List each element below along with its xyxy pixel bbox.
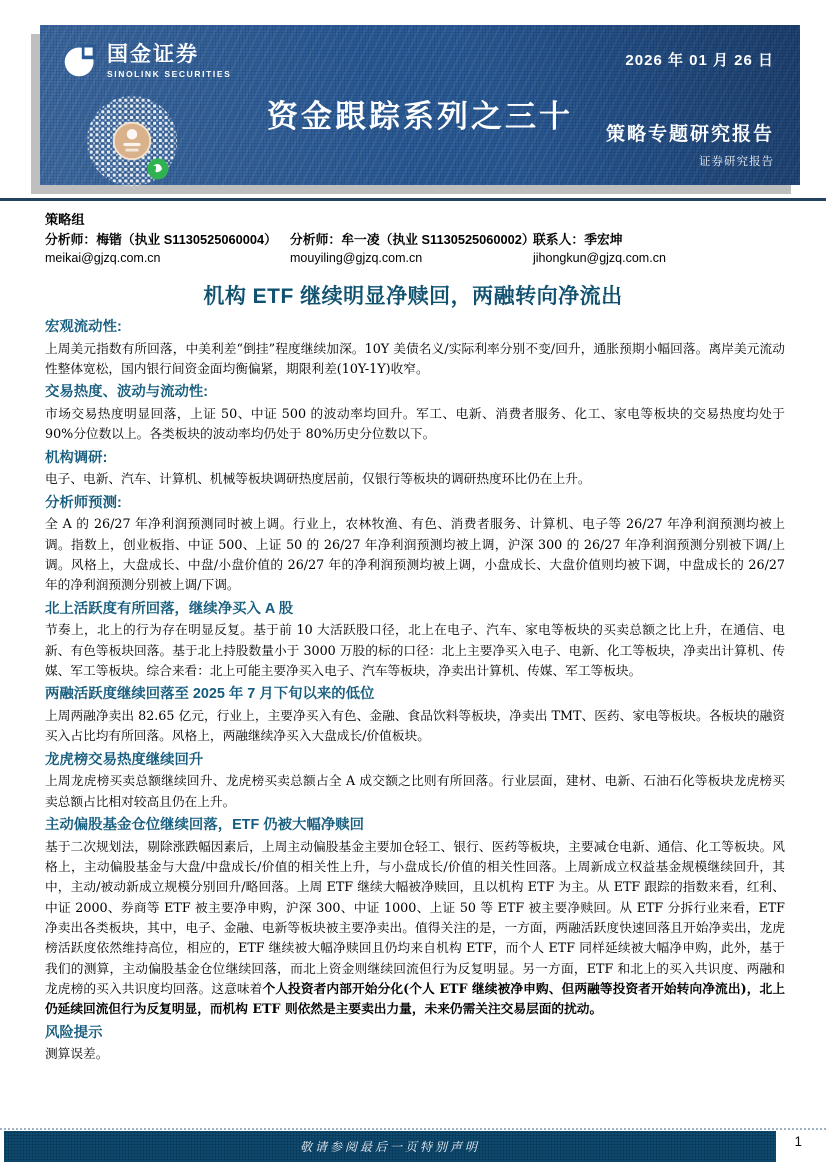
brand-name-cn: 国金证券 — [107, 42, 199, 66]
section-heading: 主动偏股基金仓位继续回落，ETF 仍被大幅净赎回 — [45, 817, 364, 834]
series-title: 资金跟踪系列之三十 — [267, 99, 573, 134]
section-heading: 两融活跃度继续回落至 2025 年 7 月下旬以来的低位 — [45, 686, 375, 703]
page-number: 1 — [794, 1134, 802, 1149]
analyst-1 — [45, 231, 290, 267]
section-heading: 机构调研: — [45, 449, 108, 466]
section-paragraph: 上周两融净卖出 82.65 亿元，行业上，主要净买入有色、金融、食品饮料等板块，净卖出 TMT、医药、家电等板块。各板块的融资买入占比均有所回落。风格上，两融继续净买入大盘成长/价值板块。 — [45, 708, 785, 744]
report-type-block — [606, 119, 774, 169]
footer-divider — [0, 1128, 826, 1130]
section-risk-warning — [45, 1024, 785, 1065]
section-paragraph — [45, 837, 785, 1020]
section-paragraph: 上周龙虎榜买卖总额继续回升、龙虎榜买卖总额占全 A 成交额之比则有所回落。行业层面，建材、电新、石油石化等板块龙虎榜买卖总额占比相对较高且仍在上升。 — [45, 773, 785, 809]
section-heading: 交易热度、波动与流动性: — [45, 384, 209, 401]
contact-email: jihongkun@gjzq.com.cn — [533, 251, 666, 265]
sinolink-logo-icon — [62, 43, 98, 79]
analyst-2 — [290, 231, 533, 267]
section-macro-liquidity — [45, 318, 785, 379]
footer-disclaimer-bar — [4, 1131, 776, 1162]
contact-person — [533, 231, 785, 267]
paragraph-emphasis: 个人投资者内部开始分化(个人 ETF 继续被净申购、但两融等投资者开始转向净流出)，北上仍延续回流但行为反复明显，而机构 ETF 则依然是主要卖出力量，未来仍需关注交易层面的扰动。 — [45, 980, 785, 1017]
section-paragraph: 电子、电新、汽车、计算机、机械等板块调研热度居前，仅银行等板块的调研热度环比仍在上升。 — [45, 471, 591, 487]
section-paragraph: 上周美元指数有所回落，中美利差“倒挂”程度继续加深。10Y 美债名义/实际利率分别不变/回升，通胀预期小幅回落。离岸美元流动性整体宽松，国内银行间资金面均衡偏紧，期限利差(10Y-1Y)收窄。 — [45, 340, 785, 377]
contact-title: 联系人：季宏坤 — [533, 232, 623, 247]
section-institution-survey — [45, 449, 785, 490]
section-heading: 风险提示 — [45, 1024, 103, 1041]
analyst-1-title: 分析师：梅锴（执业 S1130525060004） — [45, 232, 277, 247]
section-heading: 分析师预测: — [45, 494, 122, 511]
section-northbound — [45, 600, 785, 682]
team-group-label: 策略组 — [45, 212, 85, 227]
report-date: 2026 年 01 月 26 日 — [625, 52, 774, 69]
section-trading-heat — [45, 383, 785, 444]
section-analyst-forecast — [45, 494, 785, 596]
report-body — [45, 314, 785, 1065]
analyst-block — [45, 209, 785, 267]
section-paragraph: 测算误差。 — [45, 1046, 109, 1062]
analyst-1-email: meikai@gjzq.com.cn — [45, 251, 161, 265]
section-dragon-tiger — [45, 751, 785, 812]
section-paragraph: 节奏上，北上的行为存在明显反复。基于前 10 大活跃股口径，北上在电子、汽车、家电等板块的买卖总额之比上升，在通信、电新、有色等板块回落。基于北上持股数量小于 3000 万股的标的口径：北上主要净买入电子、电新、化工等板块，净卖出计算机、传媒、军工等板块。综合来看：北上可能主要净买入电子、汽车等板块，净卖出计算机、传媒、军工等板块。 — [45, 622, 785, 679]
section-margin-trading — [45, 685, 785, 746]
report-type: 策略专题研究报告 — [605, 124, 774, 145]
section-heading: 龙虎榜交易热度继续回升 — [45, 751, 204, 768]
paragraph-text: 基于二次规划法，剔除涨跌幅因素后，上周主动偏股基金主要加仓轻工、银行、医药等板块，主要减仓电新、通信、化工等板块。风格上，主动偏股基金与大盘/中盘成长/价值的相关性上升，与小盘成长/价值的相关性回落。上周新成立权益基金规模继续回升，其中，主动/被动新成立规模分别回升/略回落。上周 ETF 继续大幅被净赎回，且以机构 ETF 为主。从 ETF 跟踪的指数来看，红利、中证 2000、券商等 ETF 被主要净申购，沪深 300、中证 1000、上证 50 等 ETF 被主要净赎回。从 ETF 分拆行业来看，ETF 净卖出各类板块，其中，电子、金融、电新等板块被主要净卖出。值得关注的是，一方面，两融活跃度快速回落且开始净卖出，龙虎榜活跃度依然维持高位，相应的，ETF 继续被大幅净赎回且仍均来自机构 ETF，而个人 ETF 同样延续被大幅净申购，此外，基于我们的测算，主动偏股基金仓位继续回落，而北上资金则继续回流但行为反复明显。另一方面，ETF 和北上的买入共识度、两融和龙虎榜的买入共识度均回落。这意味着 — [45, 838, 785, 996]
section-fund-position-etf — [45, 816, 785, 1020]
report-category: 证券研究报告 — [699, 156, 774, 168]
brand-name-en: SINOLINK SECURITIES — [107, 68, 232, 79]
header-divider — [0, 198, 826, 201]
section-paragraph: 全 A 的 26/27 年净利润预测同时被上调。行业上，农林牧渔、有色、消费者服务、计算机、电子等 26/27 年净利润预测均被上调。指数上，创业板指、中证 500、上证 50 的 26/27 年净利润预测均被上调，沪深 300 的 26/27 年净利润预测分别被下调/上调。风格上，大盘成长、中盘/小盘价值的 26/27 年的净利润预测均被上调，小盘成长、大盘价值则均被下调，中盘成长的 26/27 年的净利润预测分别被上调/下调。 — [45, 516, 785, 593]
section-paragraph: 市场交易热度明显回落，上证 50、中证 500 的波动率均回升。军工、电新、消费者服务、化工、家电等板块的交易热度均处于 90%分位数以上。各类板块的波动率均仍处于 80%历史分位数以下。 — [45, 406, 785, 442]
analyst-2-title: 分析师：牟一凌（执业 S1130525060002） — [290, 232, 535, 247]
page-title: 机构 ETF 继续明显净赎回，两融转向净流出 — [203, 285, 623, 308]
section-heading: 宏观流动性: — [45, 319, 122, 335]
brand-logo — [62, 43, 231, 79]
footer-disclaimer-text: 敬请参阅最后一页特别声明 — [299, 1140, 480, 1154]
report-banner — [40, 25, 800, 185]
analyst-2-email: mouyiling@gjzq.com.cn — [290, 251, 423, 265]
section-heading: 北上活跃度有所回落，继续净买入 A 股 — [45, 600, 294, 617]
